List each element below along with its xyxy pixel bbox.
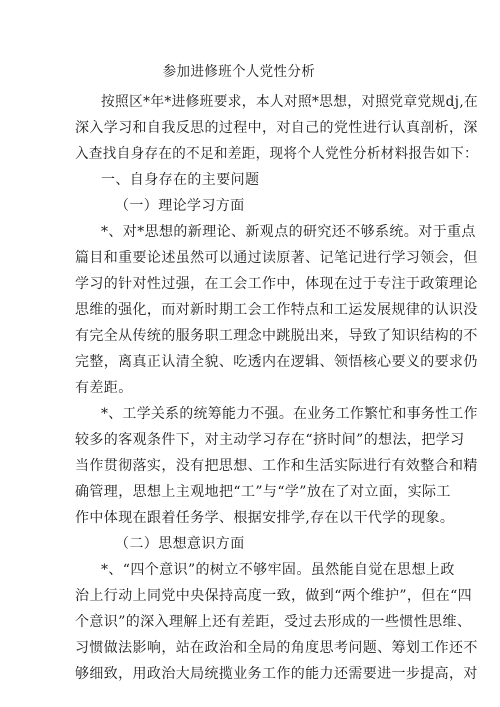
subsection-heading: （一）理论学习方面 <box>115 198 245 214</box>
paragraph-line: 篇目和重要论述虽然可以通过读原著、记笔记进行学习领会，但 <box>75 250 478 266</box>
paragraph-line: 按照区*年*进修班要求，本人对照*思想，对照党章党规dj,在 <box>101 94 479 110</box>
subsection-heading: （二）思想意识方面 <box>115 536 245 552</box>
paragraph-line: 有差距。 <box>75 380 133 396</box>
paragraph-line: 完整，离真正认清全貌、吃透内在逻辑、领悟核心要义的要求仍 <box>75 354 478 370</box>
paragraph-line: 有完全从传统的服务职工理念中跳脱出来，导致了知识结构的不 <box>75 328 478 344</box>
paragraph-line: 学习的针对性过强，在工会工作中，体现在过于专注于政策理论 <box>75 276 478 292</box>
paragraph-line: 习惯做法影响，站在政治和全局的角度思考问题、筹划工作还不 <box>75 640 478 656</box>
paragraph-line: 当作贯彻落实，没有把思想、工作和生活实际进行有效整合和精 <box>75 458 478 474</box>
paragraph-line: *、“四个意识”的树立不够牢固。虽然能自觉在思想上政 <box>101 562 455 578</box>
section-heading: 一、自身存在的主要问题 <box>101 172 260 188</box>
paragraph-line: 治上行动上同党中央保持高度一致，做到“两个维护”，但在“四 <box>75 588 473 604</box>
paragraph-line: 作中体现在跟着任务学、根据安排学,存在以干代学的现象。 <box>75 510 455 526</box>
paragraph-line: 入查找自身存在的不足和差距，现将个人党性分析材料报告如下： <box>75 146 478 162</box>
paragraph-line: 确管理，思想上主观地把“工”与“学”放在了对立面，实际工 <box>75 484 451 500</box>
paragraph-line: *、对*思想的新理论、新观点的研究还不够系统。对于重点 <box>101 224 476 240</box>
paragraph-line: 较多的客观条件下，对主动学习存在“挤时间”的想法，把学习 <box>75 432 465 448</box>
paragraph-line: 个意识”的深入理解上还有差距，受过去形成的一些惯性思维、 <box>75 614 472 630</box>
paragraph-line: 思维的强化，而对新时期工会工作特点和工运发展规律的认识没 <box>75 302 478 318</box>
paragraph-line: 够细致，用政治大局统揽业务工作的能力还需要进一步提高，对 <box>75 666 478 682</box>
paragraph-line: *、工学关系的统筹能力不强。在业务工作繁忙和事务性工作 <box>101 406 478 422</box>
paragraph-line: 深入学习和自我反思的过程中，对自己的党性进行认真剖析，深 <box>75 120 478 136</box>
document-title: 参加进修班个人党性分析 <box>162 64 316 80</box>
